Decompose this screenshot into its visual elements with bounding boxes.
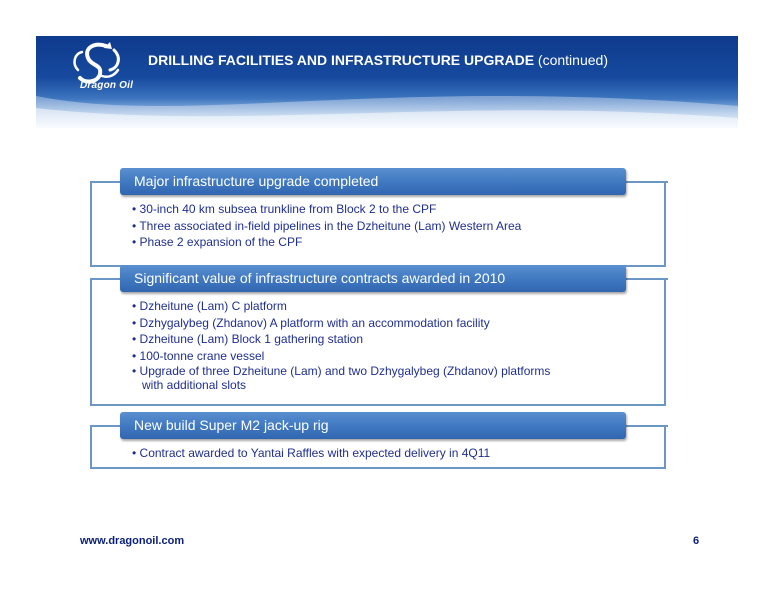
- list-item: • Three associated in-field pipelines in the Dzheitune (Lam) Western Area: [132, 218, 522, 233]
- list-item: with additional slots: [132, 378, 247, 392]
- page-title-main: DRILLING FACILITIES AND INFRASTRUCTURE UPGRADE: [148, 52, 535, 68]
- frame-top-left: [90, 278, 120, 280]
- bullet-list: [132, 298, 550, 392]
- list-item: • Contract awarded to Yantai Raffles with expected delivery in 4Q11: [132, 446, 491, 460]
- list-item: • Dzheitune (Lam) Block 1 gathering station: [132, 332, 363, 346]
- footer-url-link[interactable]: www.dragonoil.com: [80, 535, 185, 547]
- frame-top-right: [626, 425, 668, 427]
- page-number: 6: [693, 535, 700, 547]
- section-jack-up-rig: [90, 417, 668, 469]
- frame-top-left: [90, 425, 120, 427]
- frame-top-right: [626, 181, 668, 183]
- list-item: • Phase 2 expansion of the CPF: [132, 235, 303, 249]
- frame-top-right: [626, 278, 668, 280]
- list-item: • 30-inch 40 km subsea trunkline from Block 2 to the CPF: [132, 202, 437, 216]
- section-heading: Significant value of infrastructure contracts awarded in 2010: [120, 265, 626, 292]
- list-item: • Dzheitune (Lam) C platform: [132, 299, 287, 313]
- section-infrastructure-upgrade: [90, 173, 668, 267]
- list-item: • 100-tonne crane vessel: [132, 348, 265, 363]
- logo-text: Dragon Oil: [80, 80, 134, 91]
- bullet-list: [132, 201, 521, 251]
- frame-top-left: [90, 181, 120, 183]
- bullet-list: [132, 445, 490, 462]
- list-item: • Dzhygalybeg (Zhdanov) A platform with an accommodation facility: [132, 315, 490, 330]
- page-title: [148, 52, 608, 68]
- list-item: • Upgrade of three Dzheitune (Lam) and two Dzhygalybeg (Zhdanov) platforms: [132, 364, 551, 378]
- page-title-suffix: (continued): [534, 52, 608, 68]
- header-band: [36, 36, 738, 128]
- section-infrastructure-contracts: [90, 270, 668, 406]
- header-wave-decoration: [36, 36, 738, 128]
- section-heading: New build Super M2 jack-up rig: [120, 412, 626, 439]
- section-heading: Major infrastructure upgrade completed: [120, 168, 626, 195]
